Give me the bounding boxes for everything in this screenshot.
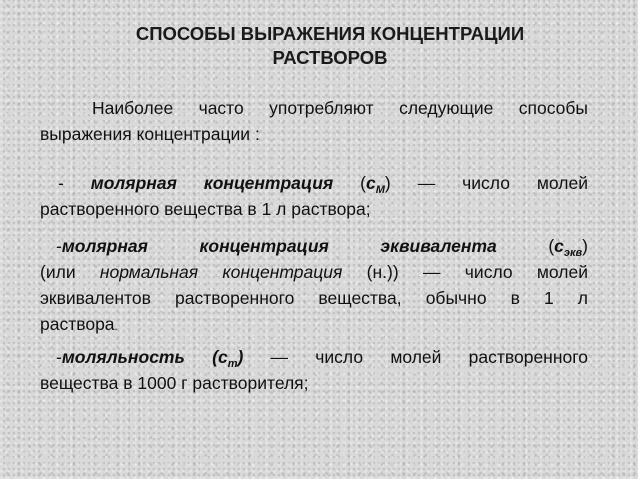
intro-line-2: выражения концентрации : (40, 124, 260, 144)
item-1-symbol: $(с_М)$ (360, 173, 391, 196)
item-2-symbol: $(с_{экв})$ (548, 236, 588, 259)
item-molar-concentration (40, 170, 588, 222)
intro-paragraph (40, 95, 588, 147)
title-line-2: РАСТВОРОВ (272, 47, 388, 68)
item-1-line-1 (40, 170, 588, 196)
title-line-1: СПОСОБЫ ВЫРАЖЕНИЯ КОНЦЕНТРАЦИИ (135, 23, 525, 44)
item-3-line-1 (40, 344, 588, 370)
item-3-symbol: $(с_m)$ (212, 347, 244, 370)
item-3-dash: - (56, 347, 62, 367)
intro-line-1: Наиболее часто употребляют следующие способы (92, 98, 588, 118)
slide-title (60, 22, 600, 70)
item-2-line-1 (40, 233, 588, 259)
item-2-line-2: (или нормальная концентрация (н.)) — число молей (40, 262, 588, 282)
item-3-line-2: вещества в 1000 г растворителя; (40, 373, 309, 393)
item-molality (40, 344, 588, 396)
item-2-line-3: эквивалентов растворенного вещества, обычно в 1 л (40, 288, 588, 308)
item-equivalent-concentration (40, 233, 588, 340)
item-1-line-2: растворенного вещества в 1 л раствора; (40, 199, 371, 219)
item-3-term: моляльность (61, 347, 185, 367)
item-2-line-4: раствора. (40, 314, 118, 334)
item-1-term: молярная концентрация (90, 173, 334, 193)
item-1-dash: - (58, 173, 64, 193)
item-2-dash: - (56, 236, 62, 256)
item-2-term: молярная концентрация эквивалента (61, 236, 497, 256)
item-2-alt-term: нормальная концентрация (99, 262, 343, 282)
item-3-definition: — число молей растворенного (270, 347, 588, 367)
item-1-definition: — число молей (417, 173, 588, 193)
